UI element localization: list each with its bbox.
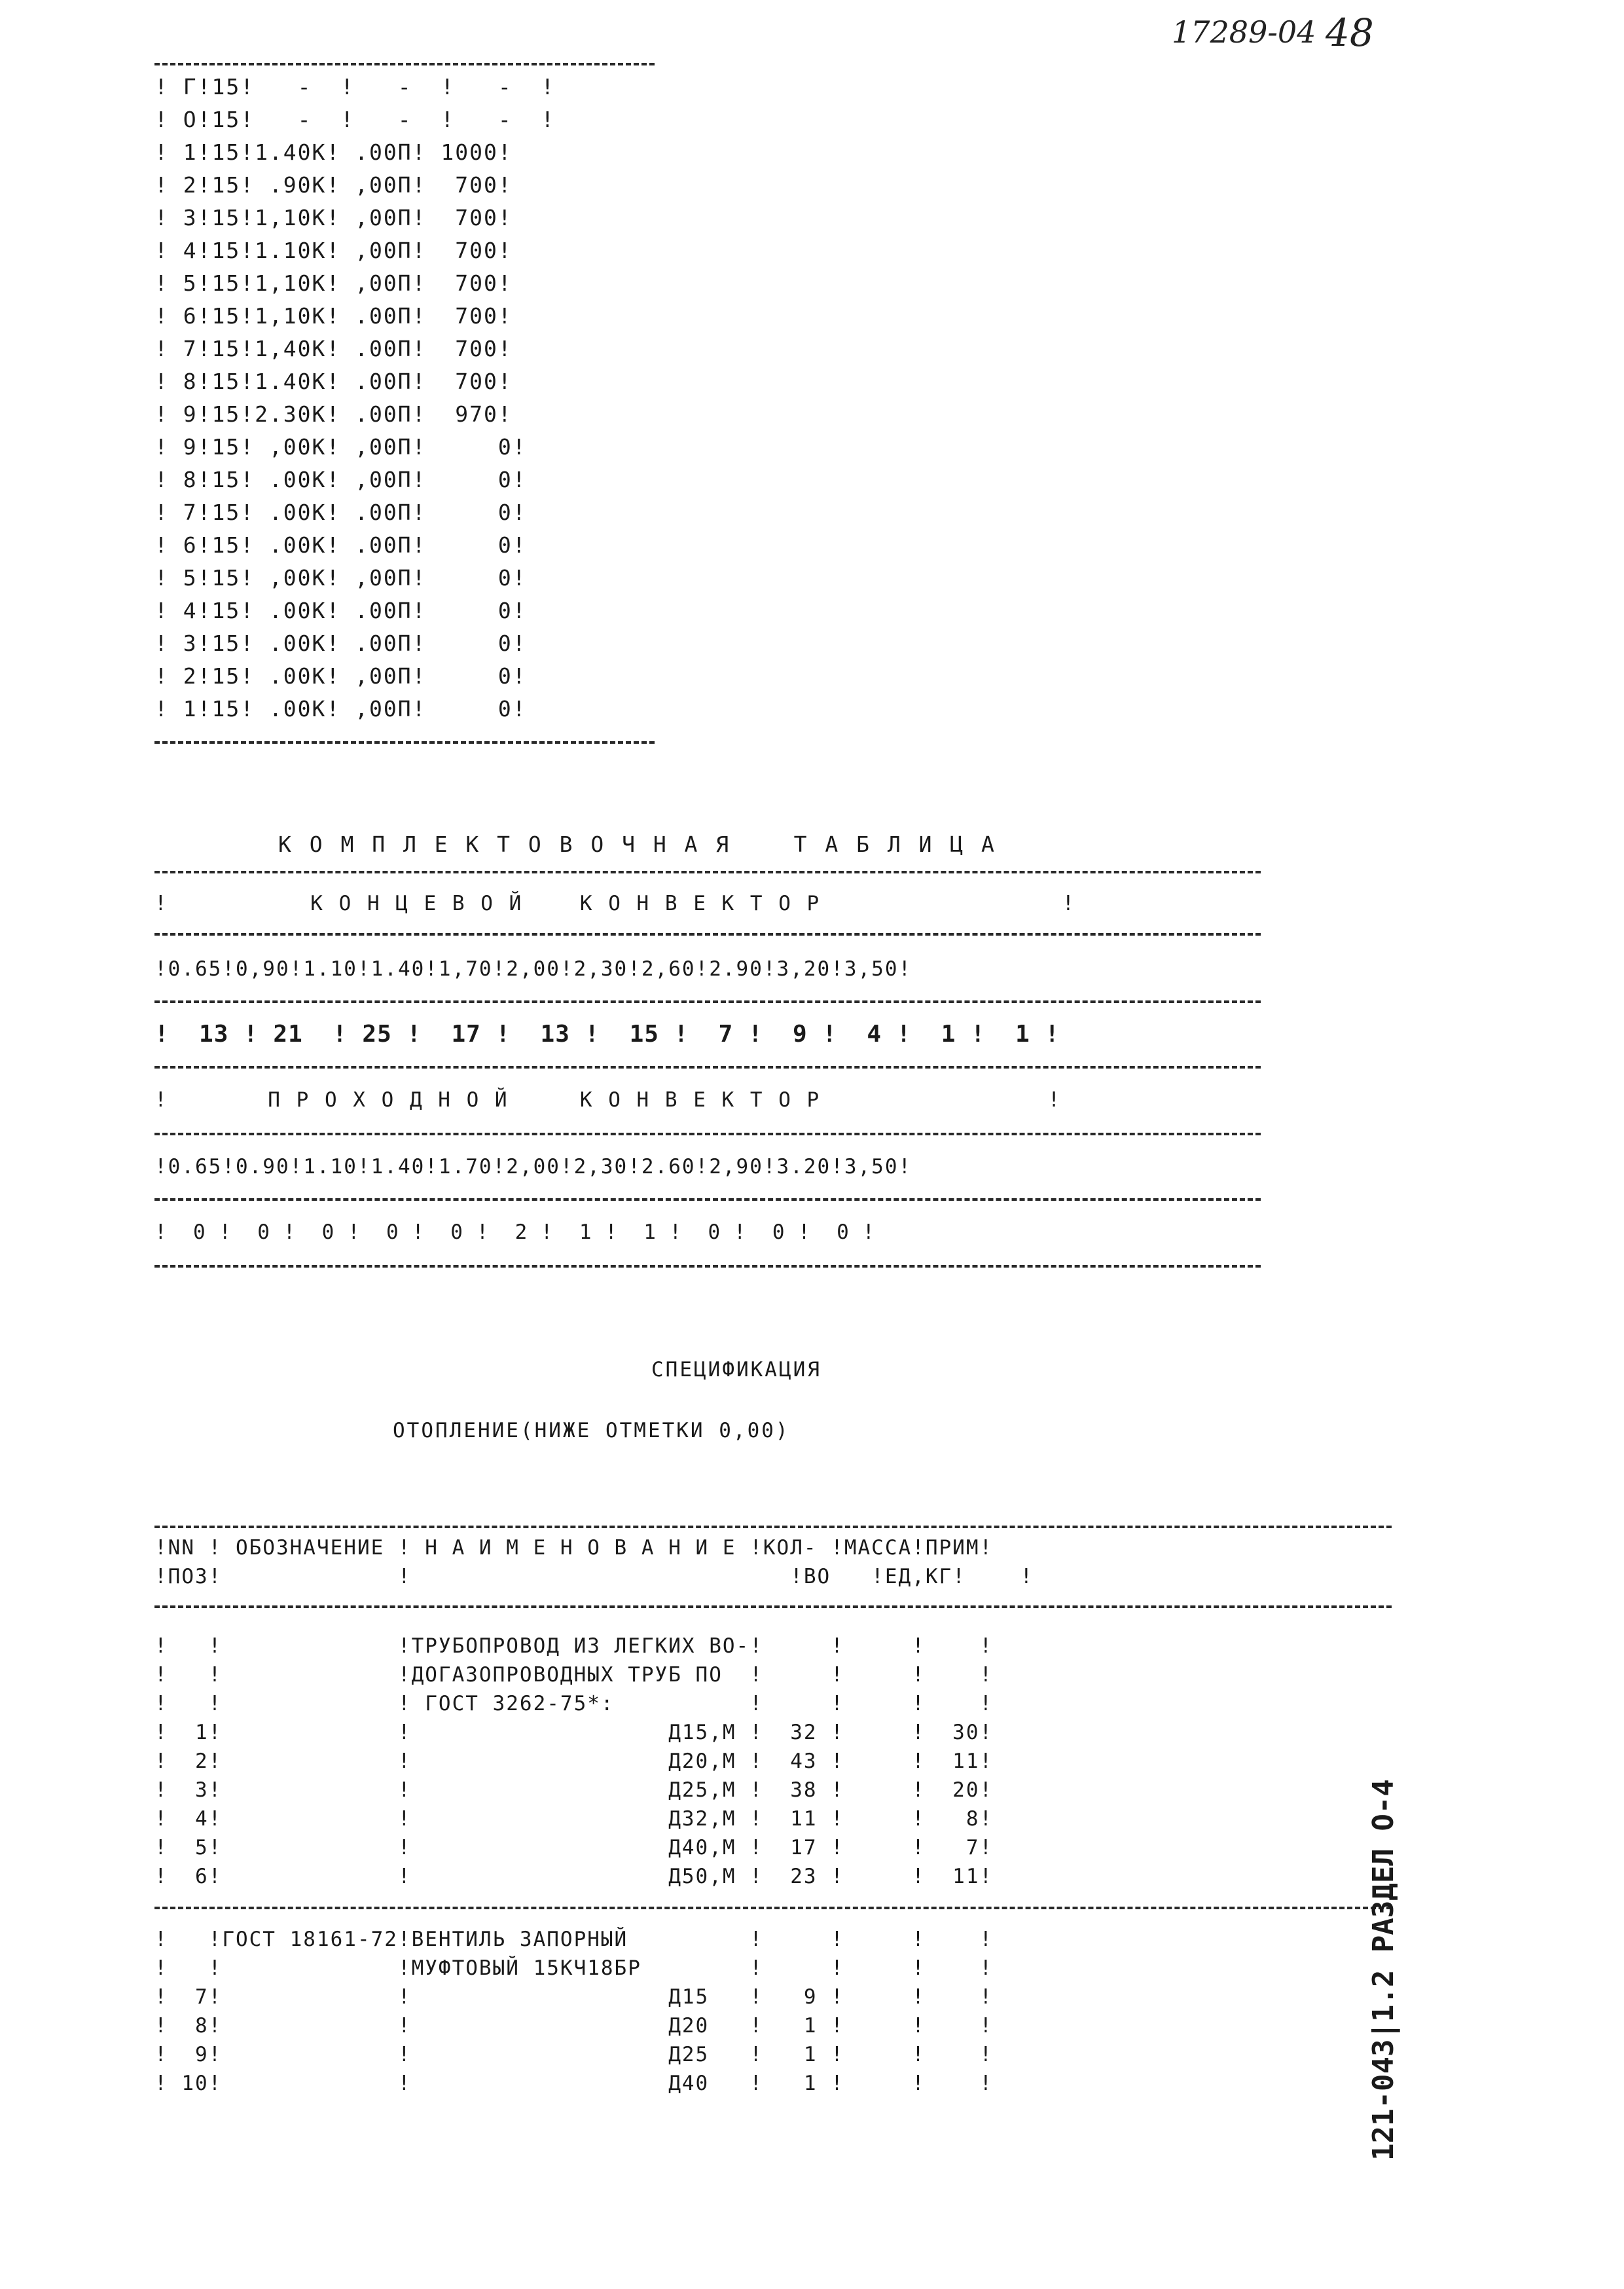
end-convector-sizes: !0.65!0,90!1.10!1.40!1,70!2,00!2,30!2,60!2.90!3,20!3,50!	[154, 957, 912, 981]
table-row: ! 1!15!1.40К! .00П! 1000!	[154, 139, 513, 165]
pass-convector-counts: ! 0 ! 0 ! 0 ! 0 ! 0 ! 2 ! 1 ! 1 ! 0 ! 0 ! 0 !	[154, 1220, 876, 1244]
divider	[154, 1066, 1261, 1069]
table-row: ! 4!15!1.10К! ,00П! 700!	[154, 238, 513, 263]
side-stamp: 121-043|1.2 РАЗДЕЛ О-4	[1367, 1779, 1400, 2161]
spec-title: СПЕЦИФИКАЦИЯ	[651, 1358, 821, 1382]
divider	[154, 1000, 1261, 1003]
table-row: ! 10! ! Д40 ! 1 ! ! !	[154, 2072, 994, 2095]
divider	[154, 1265, 1261, 1268]
table-row: ! 3! ! Д25,М ! 38 ! ! 20!	[154, 1778, 994, 1802]
table-row: ! 1! ! Д15,М ! 32 ! ! 30!	[154, 1721, 994, 1744]
doc-number: 17289-04	[1172, 14, 1316, 50]
table-row: ! 6! ! Д50,М ! 23 ! ! 11!	[154, 1865, 994, 1888]
table-row: ! 9!15!2.30К! .00П! 970!	[154, 401, 513, 427]
table-row: ! 9!15! ,00К! ,00П! 0!	[154, 434, 527, 460]
divider	[154, 1605, 1392, 1608]
spec-header-line2: !ПОЗ! ! !ВО !ЕД,КГ! !	[154, 1565, 1034, 1588]
spec-section-valves	[154, 1925, 993, 2098]
divider	[154, 1526, 1392, 1528]
table-row: ! ! ! ГОСТ 3262-75*: ! ! ! !	[154, 1692, 994, 1715]
kit-table-title: К О М П Л Е К Т О В О Ч Н А Я Т А Б Л И Ц А	[278, 832, 997, 857]
floor-table-rows	[154, 71, 555, 725]
table-row: ! 7! ! Д15 ! 9 ! ! !	[154, 1985, 994, 2009]
table-row: ! 8!15! .00К! ,00П! 0!	[154, 467, 527, 492]
spec-subtitle: ОТОПЛЕНИЕ(НИЖЕ ОТМЕТКИ 0,00)	[393, 1419, 790, 1442]
divider	[154, 1907, 1392, 1909]
pass-convector-sizes: !0.65!0.90!1.10!1.40!1.70!2,00!2,30!2.60!2,90!3.20!3,50!	[154, 1155, 912, 1179]
table-row: ! 2!15! .90К! ,00П! 700!	[154, 172, 513, 198]
table-row: ! 7!15!1,40К! .00П! 700!	[154, 336, 513, 361]
table-row: ! ! !МУФТОВЫЙ 15КЧ18БР ! ! ! !	[154, 1956, 994, 1980]
table-row: ! ! !ТРУБОПРОВОД ИЗ ЛЕГКИХ ВО-! ! ! !	[154, 1634, 994, 1658]
end-convector-counts: ! 13 ! 21 ! 25 ! 17 ! 13 ! 15 ! 7 ! 9 ! 4 ! 1 ! 1 !	[154, 1021, 1060, 1048]
end-convector-header: ! К О Н Ц Е В О Й К О Н В Е К Т О Р !	[154, 892, 1077, 915]
table-row: ! Г!15! - ! - ! - !	[154, 74, 556, 100]
divider	[154, 1198, 1261, 1201]
table-row: ! 3!15! .00К! .00П! 0!	[154, 631, 527, 656]
table-row: ! 6!15!1,10К! .00П! 700!	[154, 303, 513, 329]
table-row: ! 3!15!1,10К! ,00П! 700!	[154, 205, 513, 230]
table-row: ! 4! ! Д32,М ! 11 ! ! 8!	[154, 1807, 994, 1831]
table-row: ! 4!15! .00К! .00П! 0!	[154, 598, 527, 623]
divider	[154, 933, 1261, 936]
divider	[154, 1133, 1261, 1135]
table-row: ! 8! ! Д20 ! 1 ! ! !	[154, 2014, 994, 2038]
table-row: ! 2! ! Д20,М ! 43 ! ! 11!	[154, 1749, 994, 1773]
pass-convector-header: ! П Р О Х О Д Н О Й К О Н В Е К Т О Р !	[154, 1088, 1062, 1112]
table-row: ! 2!15! .00К! ,00П! 0!	[154, 663, 527, 689]
sheet-number: 48	[1326, 10, 1374, 55]
table-row: ! 7!15! .00К! .00П! 0!	[154, 500, 527, 525]
table-row: ! !ГОСТ 18161-72!ВЕНТИЛЬ ЗАПОРНЫЙ ! ! ! !	[154, 1928, 994, 1951]
table-row: ! 9! ! Д25 ! 1 ! ! !	[154, 2043, 994, 2066]
divider	[154, 871, 1261, 873]
table-row: ! О!15! - ! - ! - !	[154, 107, 556, 132]
table-row: ! 6!15! .00К! .00П! 0!	[154, 532, 527, 558]
spec-header-line1: !NN ! ОБОЗНАЧЕНИЕ ! Н А И М Е Н О В А Н И Е !КОЛ- !МАССА!ПРИМ!	[154, 1536, 994, 1560]
table-row: ! 8!15!1.40К! .00П! 700!	[154, 369, 513, 394]
table-row: ! 1!15! .00К! ,00П! 0!	[154, 696, 527, 722]
divider	[154, 741, 655, 744]
divider	[154, 63, 655, 65]
table-row: ! 5!15!1,10К! ,00П! 700!	[154, 270, 513, 296]
table-row: ! 5! ! Д40,М ! 17 ! ! 7!	[154, 1836, 994, 1859]
table-row: ! ! !ДОГАЗОПРОВОДНЫХ ТРУБ ПО ! ! ! !	[154, 1663, 994, 1687]
spec-section-pipes	[154, 1632, 993, 1891]
table-row: ! 5!15! ,00К! ,00П! 0!	[154, 565, 527, 591]
